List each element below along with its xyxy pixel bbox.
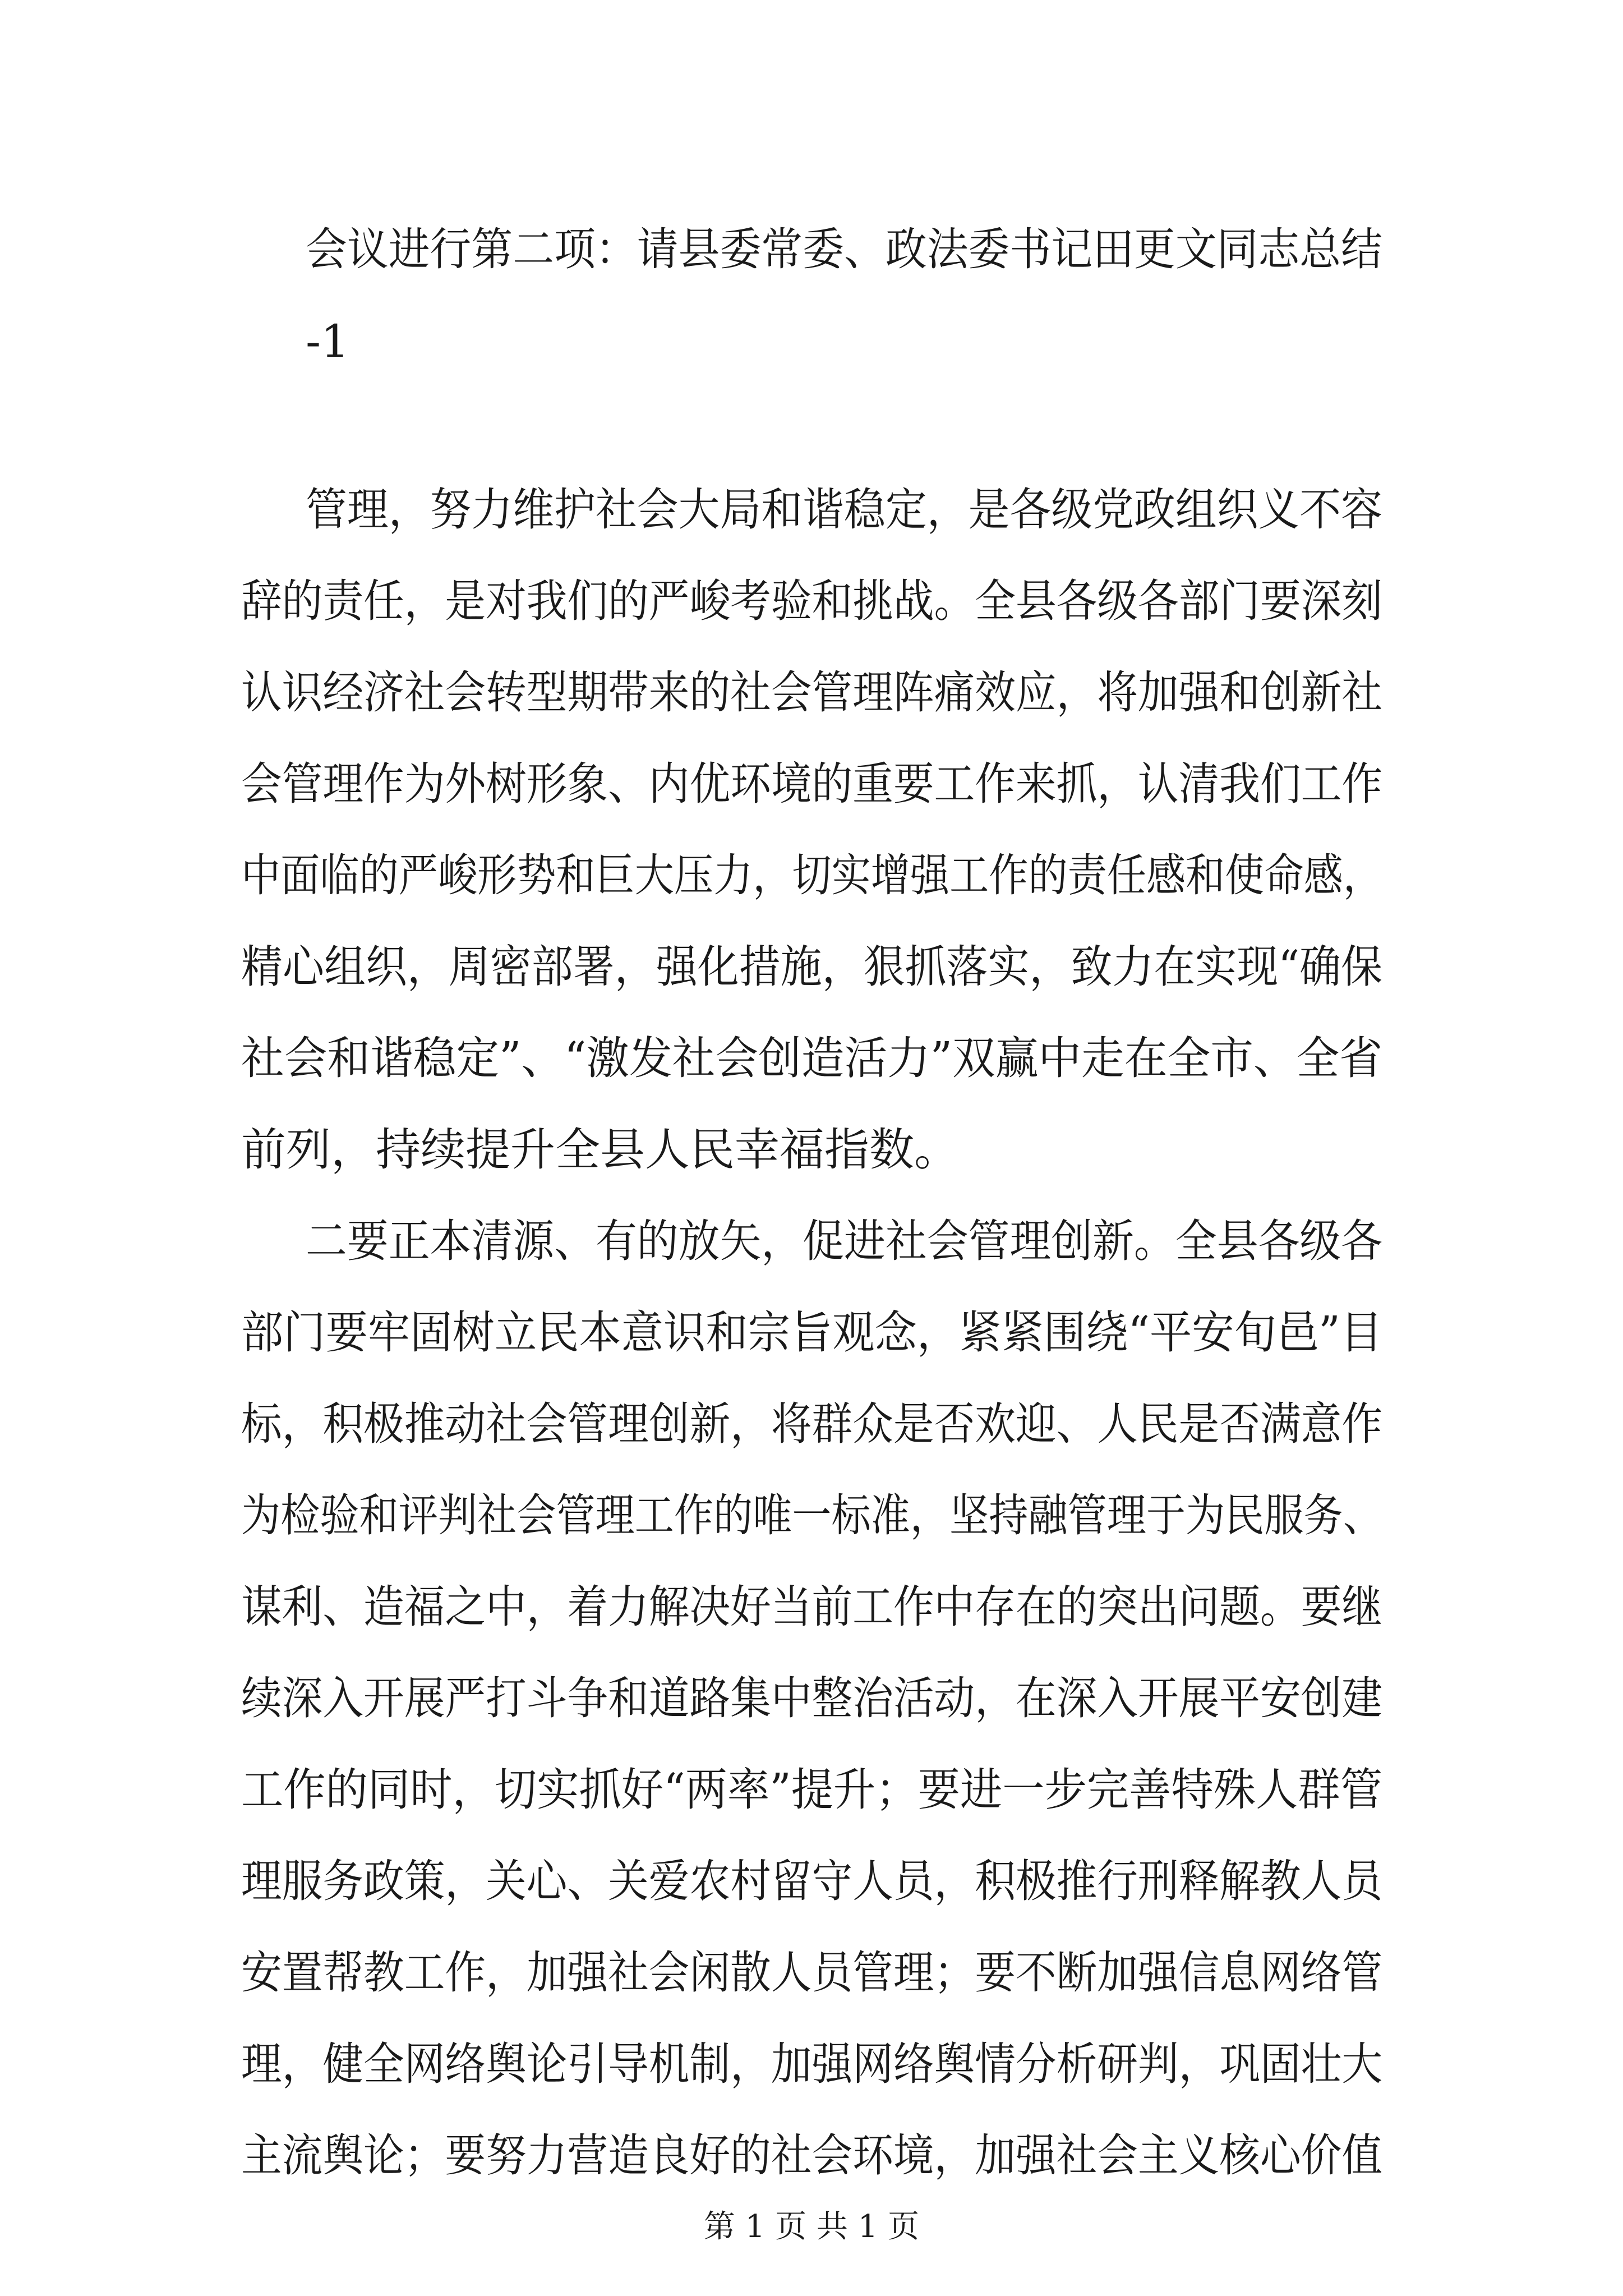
text-line [0, 656, 1623, 729]
text-line [0, 1479, 1623, 1552]
text-line-content: 主流舆论；要努力营造良好的社会环境，加强社会主义核心价值 [241, 2129, 1382, 2182]
text-line [0, 1845, 1623, 1918]
text-line-content: 安置帮教工作，加强社会闲散人员管理；要不断加强信息网络管 [241, 1947, 1382, 1999]
text-line [0, 1936, 1623, 2009]
text-line [0, 1754, 1623, 1826]
text-line [0, 1662, 1623, 1735]
text-line-content: 认识经济社会转型期带来的社会管理阵痛效应，将加强和创新社 [241, 666, 1382, 719]
heading-line [0, 305, 1623, 378]
text-line-content: 理，健全网络舆论引导机制，加强网络舆情分析研判，巩固壮大 [241, 2038, 1382, 2090]
text-line-content: 工作的同时，切实抓好“两率”提升；要进一步完善特殊人群管 [241, 1764, 1382, 1816]
text-line-content: 标，积极推动社会管理创新，将群众是否欢迎、人民是否满意作 [241, 1398, 1382, 1450]
text-line-content: 谋利、造福之中，着力解决好当前工作中存在的突出问题。要继 [241, 1581, 1382, 1633]
text-line [0, 931, 1623, 1004]
text-line-content: 部门要牢固树立民本意识和宗旨观念，紧紧围绕“平安旬邑”目 [241, 1306, 1382, 1359]
text-line-content: 中面临的严峻形势和巨大压力，切实增强工作的责任感和使命感， [241, 849, 1382, 901]
text-line-content: 二要正本清源、有的放矢，促进社会管理创新。全县各级各 [306, 1215, 1382, 1267]
text-line [0, 1114, 1623, 1186]
text-line-content: 社会和谐稳定”、“激发社会创造活力”双赢中走在全市、全省 [241, 1032, 1382, 1084]
text-line [0, 2119, 1623, 2192]
text-line [0, 473, 1623, 546]
text-line-content: 前列，持续提升全县人民幸福指数。 [241, 1124, 959, 1176]
text-line [0, 1296, 1623, 1369]
text-line [0, 1022, 1623, 1095]
page-number: 第 1 页 共 1 页 [703, 2208, 920, 2245]
heading-text: 会议进行第二项：请县委常委、政法委书记田更文同志总结 [306, 223, 1382, 275]
page-footer [0, 2202, 1623, 2252]
text-line-content: 辞的责任，是对我们的严峻考验和挑战。全县各级各部门要深刻 [241, 575, 1382, 627]
text-line [0, 2028, 1623, 2101]
text-line-content: 为检验和评判社会管理工作的唯一标准，坚持融管理于为民服务、 [241, 1489, 1382, 1542]
text-line-content: 会管理作为外树形象、内优环境的重要工作来抓，认清我们工作 [241, 758, 1382, 810]
text-line-content: 管理，努力维护社会大局和谐稳定，是各级党政组织义不容 [306, 484, 1382, 536]
text-line-content: 续深入开展严打斗争和道路集中整治活动，在深入开展平安创建 [241, 1672, 1382, 1724]
text-line [0, 839, 1623, 912]
text-line-content: 理服务政策，关心、关爱农村留守人员，积极推行刑释解教人员 [241, 1855, 1382, 1907]
heading-line [0, 213, 1623, 286]
text-line [0, 1571, 1623, 1644]
text-line [0, 1388, 1623, 1461]
heading-text: -1 [306, 315, 349, 367]
text-line [0, 1205, 1623, 1278]
text-line-content: 精心组织，周密部署，强化措施，狠抓落实，致力在实现“确保 [241, 941, 1382, 993]
text-line [0, 565, 1623, 638]
text-line [0, 748, 1623, 821]
